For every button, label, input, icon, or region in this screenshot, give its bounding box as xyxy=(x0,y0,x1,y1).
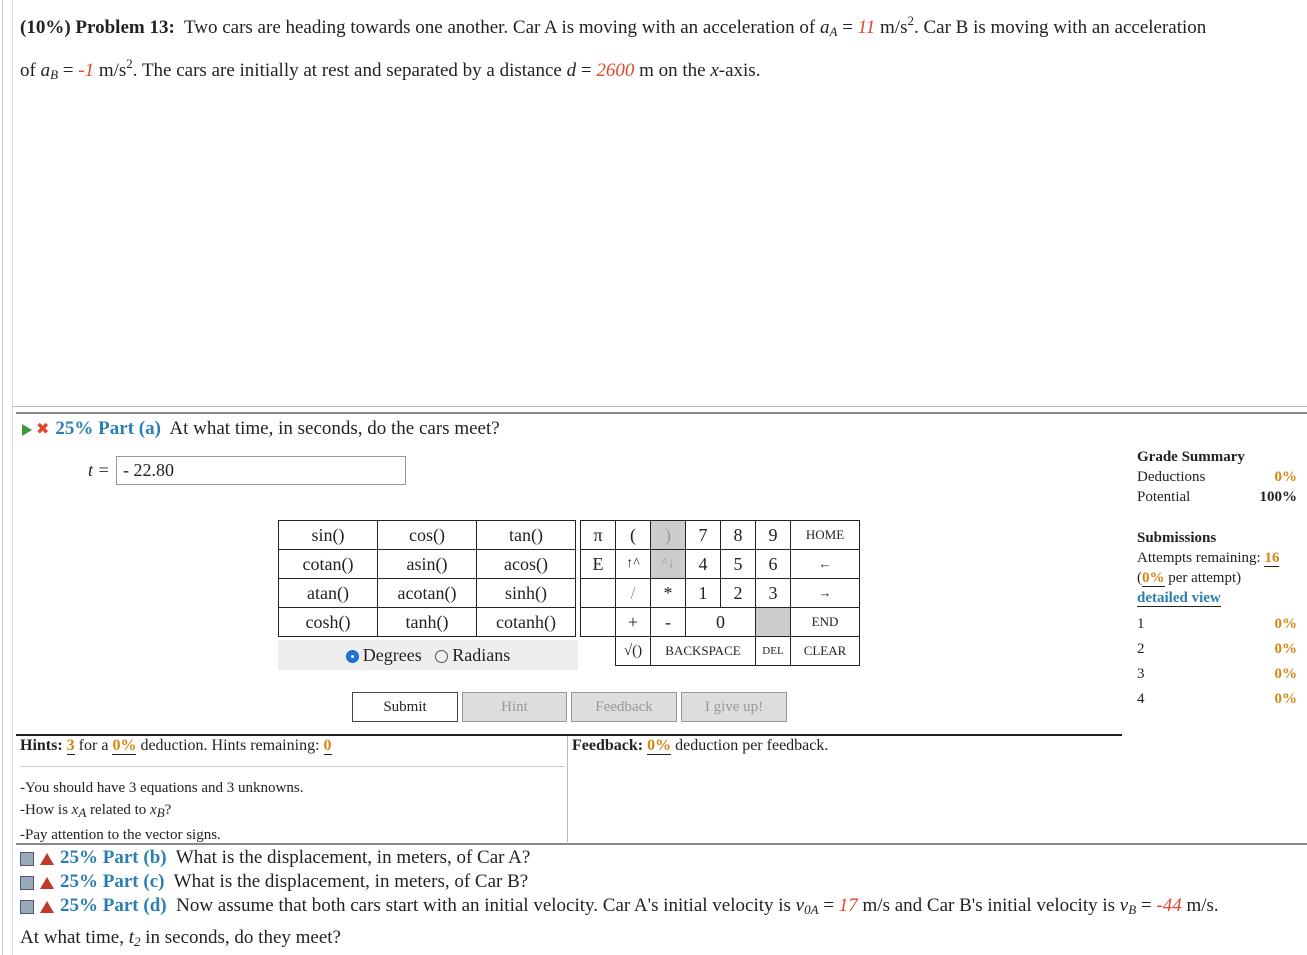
grade-summary-title: Grade Summary xyxy=(1137,449,1245,465)
part-c-percent: 25% xyxy=(60,871,98,892)
cos-button[interactable]: cos() xyxy=(378,521,477,550)
remaining-parts xyxy=(20,846,1305,954)
cotanh-button[interactable]: cotanh() xyxy=(477,608,576,637)
hints-header xyxy=(20,737,332,755)
aB-symbol: a xyxy=(40,60,51,81)
grade-summary: Grade Summary Deductions 0% Potential 100% Submissions Attempts remaining: 16 (0% per attempt) detailed view 1 0% 2 0% 3 0% 4 0% xyxy=(1137,447,1297,712)
plus-button[interactable]: + xyxy=(616,608,651,637)
problem-text-3: of xyxy=(20,60,36,81)
key-5[interactable]: 5 xyxy=(721,550,756,579)
part-d-text-3: m/s. xyxy=(1186,895,1219,916)
part-d-label: Part (d) xyxy=(102,895,167,916)
blank-key xyxy=(581,637,616,666)
asin-button[interactable]: asin() xyxy=(378,550,477,579)
feedback-header xyxy=(572,737,828,755)
answer-label: t = xyxy=(88,460,110,480)
cosh-button[interactable]: cosh() xyxy=(279,608,378,637)
hint-button[interactable]: Hint xyxy=(462,692,567,722)
problem-text-2: . Car B is moving with an acceleration xyxy=(913,17,1207,38)
problem-text-6: -axis. xyxy=(718,60,761,81)
home-button[interactable]: HOME xyxy=(791,521,860,550)
hints-count: 3 xyxy=(66,737,75,754)
divide-button[interactable]: / xyxy=(616,579,651,608)
sinh-button[interactable]: sinh() xyxy=(477,579,576,608)
degrees-radio[interactable] xyxy=(346,650,359,663)
left-border xyxy=(2,0,3,955)
hints-label: Hints: xyxy=(20,737,63,754)
pi-button[interactable]: π xyxy=(581,521,616,550)
give-up-button[interactable]: I give up! xyxy=(681,692,787,722)
angle-mode xyxy=(278,640,578,670)
problem-statement: (10%) Problem 13: Two cars are heading towards one another. Car A is moving with an acceleration of $a_A = 11$ $m/s^2$. Car B is moving with an acceleration of $a_B = -1$ $m/s^2$. The cars are initially at rest and separated by a distance d = 2600 m on the x-axis. xyxy=(20,13,1207,82)
hint-list xyxy=(20,777,303,846)
key-3[interactable]: 3 xyxy=(756,579,791,608)
rparen-button: ) xyxy=(651,521,686,550)
hint-item: -You should have 3 equations and 3 unknowns. xyxy=(20,780,304,796)
part-b-question: What is the displacement, in meters, of Car A? xyxy=(175,847,531,868)
multiply-button[interactable]: * xyxy=(651,579,686,608)
part-d-text-2: m/s and Car B's initial velocity is xyxy=(862,895,1116,916)
key-7[interactable]: 7 xyxy=(686,521,721,550)
blank-key xyxy=(581,579,616,608)
problem-text-5: m on the xyxy=(639,60,706,81)
key-8[interactable]: 8 xyxy=(721,521,756,550)
part-a-header[interactable] xyxy=(22,418,500,440)
clear-button[interactable]: CLEAR xyxy=(791,637,860,666)
part-d-question-line xyxy=(20,926,1305,954)
part-d-text-5: in seconds, do they meet? xyxy=(145,927,341,948)
key-0[interactable]: 0 xyxy=(686,608,756,637)
potential-label: Potential xyxy=(1137,489,1191,505)
hints-deduction-text: deduction. Hints remaining: xyxy=(140,737,320,754)
warning-icon xyxy=(40,901,54,913)
per-attempt-pct: 0% xyxy=(1142,570,1165,586)
function-keypad xyxy=(278,520,576,637)
subscript-down-button: ^↓ xyxy=(651,550,686,579)
vB-sub: B xyxy=(1128,902,1137,917)
aB-value: -1 xyxy=(78,60,95,81)
part-a-percent: 25% xyxy=(55,418,94,439)
number-keypad xyxy=(580,520,860,666)
hints-remaining: 0 xyxy=(323,737,332,754)
expand-icon[interactable] xyxy=(20,900,34,914)
part-b-label: Part (b) xyxy=(102,847,167,868)
divider-part-a xyxy=(16,412,1307,414)
problem-header: (10%) Problem 13: xyxy=(20,17,175,38)
left-border-inner xyxy=(12,0,13,955)
key-6[interactable]: 6 xyxy=(756,550,791,579)
deductions-value: 0% xyxy=(1274,469,1297,485)
v0A-sub: 0A xyxy=(804,902,819,917)
feedback-pct: 0% xyxy=(647,737,672,754)
xA-symbol: x xyxy=(71,802,79,818)
part-c-question: What is the displacement, in meters, of Car B? xyxy=(173,871,529,892)
hint-item xyxy=(20,799,303,824)
warning-icon xyxy=(40,853,54,865)
tanh-button[interactable]: tanh() xyxy=(378,608,477,637)
part-a-question: At what time, in seconds, do the cars meet? xyxy=(169,418,500,439)
part-d-header[interactable]: 25% Part (d) Now assume that both cars start with an initial velocity. Car A's initial velocity is $v_{0A} = 17$ m/s and Car B's initial velocity is $v_B = -44$ m/s. xyxy=(20,894,1305,922)
submission-row-number: 2 xyxy=(1137,641,1145,657)
acos-button[interactable]: acos() xyxy=(477,550,576,579)
part-a-label: Part (a) xyxy=(98,418,161,439)
hints-divider xyxy=(20,766,565,767)
key-2[interactable]: 2 xyxy=(721,579,756,608)
aB-unit: m/s xyxy=(98,60,127,81)
xA-sub: A xyxy=(78,805,87,820)
key-4[interactable]: 4 xyxy=(686,550,721,579)
atan-button[interactable]: atan() xyxy=(279,579,378,608)
deductions-label: Deductions xyxy=(1137,469,1206,485)
aA-value: 11 xyxy=(857,17,876,38)
x-symbol: x xyxy=(710,60,719,81)
acotan-button[interactable]: acotan() xyxy=(378,579,477,608)
blank-key xyxy=(581,608,616,637)
submit-button[interactable]: Submit xyxy=(352,692,458,722)
part-d-percent: 25% xyxy=(60,895,98,916)
submission-row-pct: 0% xyxy=(1274,616,1297,632)
expand-triangle-icon[interactable] xyxy=(22,424,32,436)
minus-button[interactable]: - xyxy=(651,608,686,637)
d-symbol: d xyxy=(566,60,577,81)
t2-sub: 2 xyxy=(133,934,141,949)
aA-unit: m/s xyxy=(880,17,908,38)
cotan-button[interactable]: cotan() xyxy=(279,550,378,579)
radians-radio[interactable] xyxy=(435,650,448,663)
submission-row-number: 1 xyxy=(1137,616,1145,632)
end-button[interactable]: END xyxy=(791,608,860,637)
aB-sub: B xyxy=(50,67,59,82)
hints-pct: 0% xyxy=(112,737,137,754)
part-d-text-1: Now assume that both cars start with an initial velocity. Car A's initial velocity is xyxy=(176,895,791,916)
submission-row-pct: 0% xyxy=(1274,666,1297,682)
expand-icon[interactable] xyxy=(20,852,34,866)
attempts-remaining: 16 xyxy=(1264,550,1280,566)
part-b-header[interactable] xyxy=(20,846,1305,870)
part-c-label: Part (c) xyxy=(102,871,165,892)
key-9[interactable]: 9 xyxy=(756,521,791,550)
sin-button[interactable]: sin() xyxy=(279,521,378,550)
vB-value: -44 xyxy=(1156,895,1182,916)
tan-button[interactable]: tan() xyxy=(477,521,576,550)
hint-text: -How is xyxy=(20,802,68,818)
backspace-button[interactable]: BACKSPACE xyxy=(651,637,756,666)
detailed-view-link[interactable]: detailed view xyxy=(1137,590,1221,606)
potential-value: 100% xyxy=(1259,489,1297,505)
part-d-text-4: At what time, xyxy=(20,927,124,948)
divider xyxy=(12,406,1307,407)
vB-symbol: v xyxy=(1119,895,1129,916)
divider-parts xyxy=(16,843,1307,845)
part-b-percent: 25% xyxy=(60,847,98,868)
v0A-symbol: v xyxy=(795,895,805,916)
feedback-button[interactable]: Feedback xyxy=(571,692,677,722)
d-value: 2600 xyxy=(596,60,635,81)
blank-key xyxy=(756,608,791,637)
xB-symbol: x xyxy=(150,802,157,818)
attempts-label: Attempts remaining: xyxy=(1137,550,1261,566)
hints-for-a: for a xyxy=(78,737,109,754)
superscript-up-button[interactable]: ↑^ xyxy=(616,550,651,579)
answer-input[interactable]: - 22.80 xyxy=(116,456,406,485)
hint-item: -Pay attention to the vector signs. xyxy=(20,827,221,843)
submission-row-pct: 0% xyxy=(1274,641,1297,657)
left-arrow-button[interactable]: ← xyxy=(791,550,860,579)
expand-icon[interactable] xyxy=(20,876,34,890)
aA-sub: A xyxy=(829,24,838,39)
incorrect-x-icon: ✖ xyxy=(36,419,50,438)
t2-symbol: t xyxy=(128,927,134,948)
problem-text-4: . The cars are initially at rest and separated by a distance xyxy=(132,60,562,81)
aA-symbol: a xyxy=(820,17,830,38)
submission-row-pct: 0% xyxy=(1274,691,1297,707)
submission-row-number: 4 xyxy=(1137,691,1145,707)
submissions-title: Submissions xyxy=(1137,530,1217,546)
key-1[interactable]: 1 xyxy=(686,579,721,608)
hint-text: related to xyxy=(90,802,147,818)
feedback-text: deduction per feedback. xyxy=(675,737,829,754)
part-c-header[interactable] xyxy=(20,870,1305,894)
degrees-label: Degrees xyxy=(362,645,422,665)
radians-label: Radians xyxy=(452,645,511,665)
submission-row-number: 3 xyxy=(1137,666,1145,682)
feedback-label: Feedback: xyxy=(572,737,644,754)
lparen-button[interactable]: ( xyxy=(616,521,651,550)
sqrt-button[interactable]: √() xyxy=(616,637,651,666)
delete-button[interactable]: DEL xyxy=(756,637,791,666)
v0A-value: 17 xyxy=(838,895,858,916)
hint-text: ? xyxy=(164,802,172,818)
xB-sub: B xyxy=(156,805,165,820)
per-attempt-label: per attempt) xyxy=(1168,570,1242,586)
e-button[interactable]: E xyxy=(581,550,616,579)
warning-icon xyxy=(40,877,54,889)
right-arrow-button[interactable]: → xyxy=(791,579,860,608)
problem-text-1: Two cars are heading towards one another. Car A is moving with an acceleration of xyxy=(183,17,816,38)
